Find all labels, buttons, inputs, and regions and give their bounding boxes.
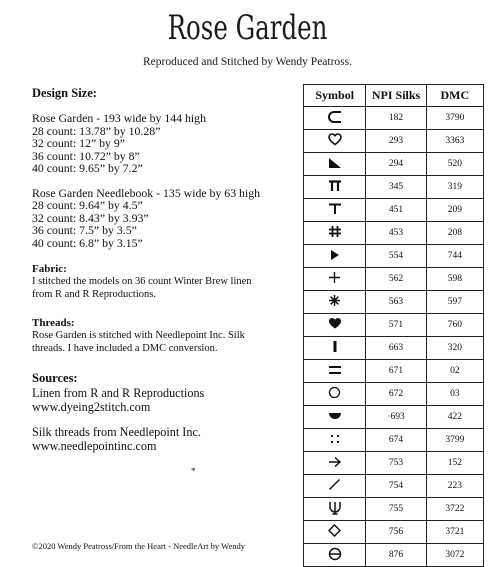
npi-cell: 554	[366, 245, 426, 268]
dmc-cell: 3790	[426, 107, 483, 130]
npi-cell: 571	[366, 314, 426, 337]
subset-icon	[325, 109, 345, 125]
dmc-cell: 320	[426, 337, 483, 360]
symbol-cell	[304, 337, 366, 360]
npi-cell: 345	[366, 176, 426, 199]
rose-garden-size: Rose Garden - 193 wide by 144 high	[32, 111, 206, 125]
dmc-cell: 598	[426, 268, 483, 291]
npi-cell: 663	[366, 337, 426, 360]
table-row	[304, 429, 484, 452]
color-key-table	[303, 84, 484, 567]
npi-column-header: NPI Silks	[366, 85, 426, 107]
symbol-cell	[304, 268, 366, 291]
npi-cell: 876	[366, 544, 426, 567]
silk-url: www.needlepointinc.com	[32, 439, 157, 453]
npi-cell: 756	[366, 521, 426, 544]
npi-cell: 754	[366, 475, 426, 498]
table-row	[304, 130, 484, 153]
plus-icon	[325, 270, 345, 286]
npi-cell: 753	[366, 452, 426, 475]
fabric-line-2: from R and R Reproductions.	[32, 288, 156, 300]
dmc-cell: 3722	[426, 498, 483, 521]
arrow-right-icon	[325, 454, 345, 470]
linen-url: www.dyeing2stitch.com	[32, 400, 151, 414]
four-dots-icon	[325, 431, 345, 447]
diamond-outline-icon	[325, 523, 345, 539]
vertical-bar-icon	[325, 339, 345, 355]
dmc-cell: 223	[426, 475, 483, 498]
table-row	[304, 268, 484, 291]
dmc-cell: 760	[426, 314, 483, 337]
npi-cell: 674	[366, 429, 426, 452]
rose-garden-count-32: 32 count: 12” by 9”	[32, 136, 126, 150]
page-subtitle: Reproduced and Stitched by Wendy Peatross.	[142, 56, 353, 68]
table-header-row	[304, 85, 484, 107]
table-row	[304, 544, 484, 567]
rose-garden-count-36: 36 count: 10.72” by 8”	[32, 148, 140, 163]
symbol-cell	[304, 544, 366, 567]
pi-icon	[325, 178, 345, 194]
npi-cell: 294	[366, 153, 426, 176]
threads-line-2: threads. I have included a DMC conversion.	[32, 342, 218, 354]
table-row	[304, 475, 484, 498]
symbol-cell	[304, 360, 366, 383]
symbol-cell	[304, 383, 366, 406]
symbol-cell	[304, 475, 366, 498]
symbol-cell	[304, 521, 366, 544]
dmc-cell: 209	[426, 199, 483, 222]
dmc-cell: 3363	[426, 130, 483, 153]
table-row	[304, 314, 484, 337]
table-row	[304, 521, 484, 544]
copyright-footer: ©2020 Wendy Peatross/From the Heart - NeedleArt by Wendy	[32, 541, 245, 551]
threads-line-1: Rose Garden is stitched with Needlepoint Inc. Silk	[32, 330, 245, 341]
symbol-cell	[304, 314, 366, 337]
double-bar-icon	[325, 362, 345, 378]
dmc-cell: 152	[426, 452, 483, 475]
table-row	[304, 107, 484, 130]
symbol-cell	[304, 199, 366, 222]
stray-mark: *	[191, 466, 196, 476]
npi-cell: 671	[366, 360, 426, 383]
table-row	[304, 222, 484, 245]
npi-cell: 453	[366, 222, 426, 245]
npi-cell: 451	[366, 199, 426, 222]
needlebook-count-32: 32 count: 8.43” by 3.93”	[32, 210, 149, 225]
slash-icon	[325, 477, 345, 493]
hash-icon	[325, 224, 345, 240]
symbol-cell	[304, 107, 366, 130]
dmc-cell: 520	[426, 153, 483, 176]
dmc-column-header: DMC	[426, 85, 483, 107]
symbol-cell	[304, 498, 366, 521]
symbol-cell	[304, 406, 366, 429]
dmc-cell: 422	[426, 406, 483, 429]
table-row	[304, 245, 484, 268]
npi-cell: 182	[366, 107, 426, 130]
dmc-cell: 597	[426, 291, 483, 314]
half-circle-icon	[325, 408, 345, 424]
sources-heading: Sources:	[32, 371, 78, 385]
table-row	[304, 337, 484, 360]
dmc-cell: 3721	[426, 521, 483, 544]
needlebook-count-28: 28 count: 9.64” by 4.5”	[32, 198, 143, 212]
dmc-cell: 3799	[426, 429, 483, 452]
npi-cell: 755	[366, 498, 426, 521]
linen-source: Linen from R and R Reproductions	[32, 386, 205, 400]
needlebook-size: Rose Garden Needlebook - 135 wide by 63 high	[32, 185, 261, 200]
heart-outline-icon	[325, 132, 345, 148]
dmc-cell: 319	[426, 176, 483, 199]
play-triangle-icon	[325, 247, 345, 263]
table-row	[304, 406, 484, 429]
table-row	[304, 383, 484, 406]
silk-source: Silk threads from Needlepoint Inc.	[32, 425, 201, 439]
asterisk-icon	[325, 293, 345, 309]
npi-cell: 293	[366, 130, 426, 153]
dmc-cell: 02	[426, 360, 483, 383]
table-row	[304, 176, 484, 199]
symbol-column-header: Symbol	[304, 85, 366, 107]
symbol-cell	[304, 222, 366, 245]
symbol-cell	[304, 130, 366, 153]
symbol-cell	[304, 153, 366, 176]
table-row	[304, 498, 484, 521]
npi-cell: 562	[366, 268, 426, 291]
fabric-heading: Fabric:	[32, 263, 67, 275]
triangle-corner-icon	[325, 155, 345, 171]
dmc-cell: 03	[426, 383, 483, 406]
table-row	[304, 199, 484, 222]
dmc-cell: 3072	[426, 544, 483, 567]
t-bar-icon	[325, 201, 345, 217]
needlebook-count-36: 36 count: 7.5” by 3.5”	[32, 223, 137, 237]
rose-garden-count-40: 40 count: 9.65” by 7.2”	[32, 161, 143, 175]
threads-heading: Threads:	[32, 317, 75, 329]
heart-filled-icon	[325, 316, 345, 332]
table-row	[304, 452, 484, 475]
fabric-line-1: I stitched the models on 36 count Winter Brew linen	[32, 276, 252, 287]
trident-icon	[325, 500, 345, 516]
dmc-cell: 208	[426, 222, 483, 245]
table-row	[304, 360, 484, 383]
npi-cell: 672	[366, 383, 426, 406]
symbol-cell	[304, 452, 366, 475]
npi-cell: 563	[366, 291, 426, 314]
table-row	[304, 153, 484, 176]
dmc-cell: 744	[426, 245, 483, 268]
page-title: Rose Garden	[167, 8, 328, 48]
table-row	[304, 291, 484, 314]
rose-garden-count-28: 28 count: 13.78” by 10.28”	[32, 123, 161, 138]
symbol-cell	[304, 176, 366, 199]
symbol-cell	[304, 291, 366, 314]
npi-cell: ·693	[366, 406, 426, 429]
symbol-cell	[304, 245, 366, 268]
symbol-cell	[304, 429, 366, 452]
info-column	[32, 86, 294, 453]
needlebook-count-40: 40 count: 6.8” by 3.15”	[32, 235, 143, 250]
design-size-heading: Design Size:	[32, 86, 97, 100]
circle-outline-icon	[325, 385, 345, 401]
